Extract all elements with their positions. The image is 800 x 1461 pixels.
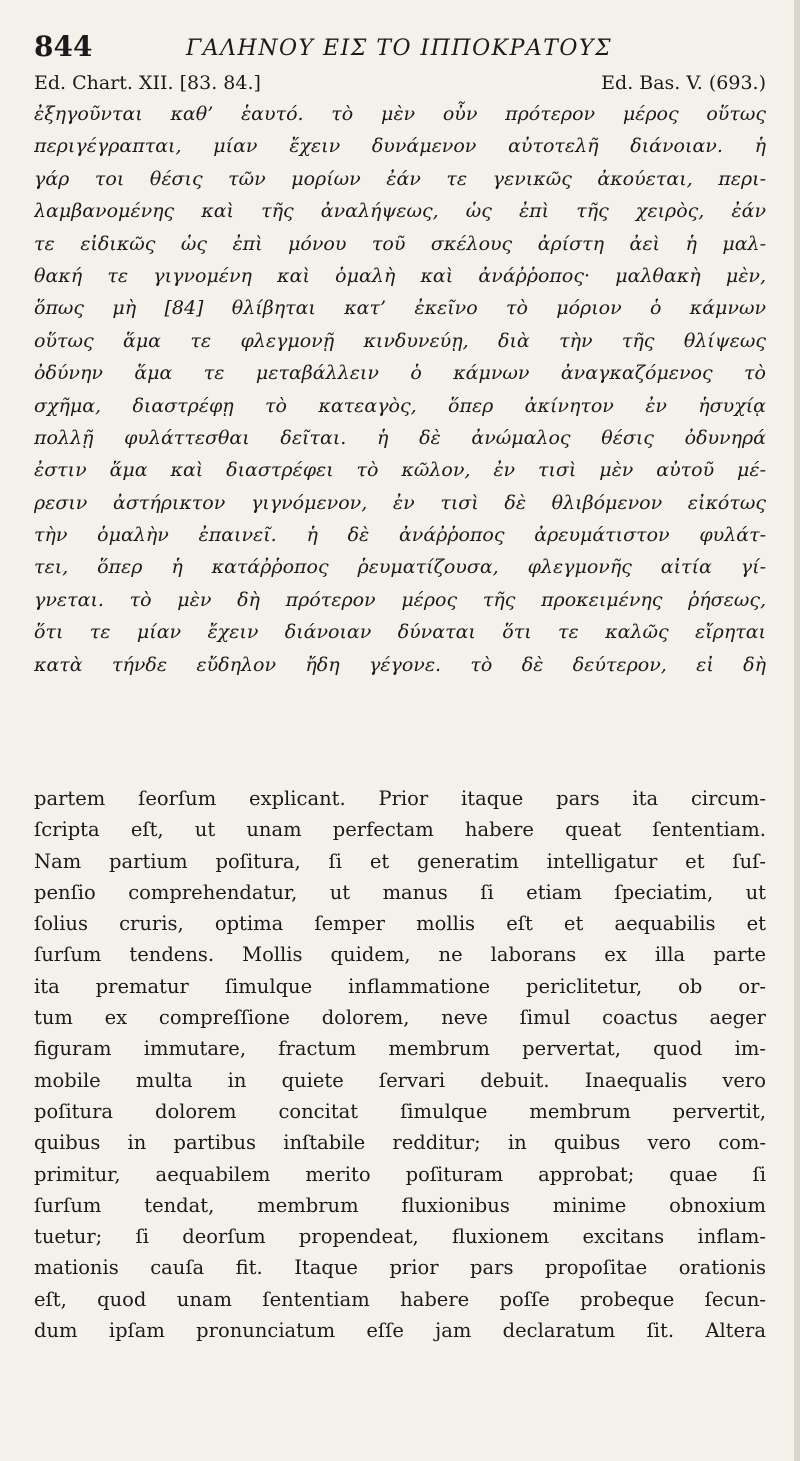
latin-text-line: partem ſeorſum explicant. Prior itaque pars ita circum- (34, 787, 766, 810)
running-head (34, 30, 766, 70)
greek-text-line: ὀδύνην ἅμα τε μεταβάλλειν ὁ κάμνων ἀναγκαζόμενος τὸ (34, 362, 766, 385)
latin-text-line: ſurſum tendat, membrum fluxionibus minime obnoxium (34, 1193, 766, 1217)
edition-reference-line (34, 72, 766, 96)
latin-text-line: quibus in partibus inſtabile redditur; in quibus vero com- (34, 1131, 766, 1155)
latin-text-line: ſurſum tendens. Mollis quidem, ne laborans ex illa parte (34, 943, 766, 967)
greek-text-line: ὅπως μὴ [84] θλίβηται κατ’ ἐκεῖνο τὸ μόριον ὁ κάμνων (34, 297, 766, 320)
running-title: ΓΑΛΗΝΟΥ ΕΙΣ ΤΟ ΙΠΠΟΚΡΑΤΟΥΣ (186, 36, 613, 61)
greek-text-line: τὴν ὁμαλὴν ἐπαινεῖ. ἡ δὲ ἀνάῤῥοπος ἀρευμάτιστον φυλάτ- (34, 524, 766, 547)
edition-reference-chartier: Ed. Chart. XII. [83. 84.] (34, 72, 261, 94)
latin-text-line: ſcripta eſt, ut unam perfectam habere queat ſententiam. (34, 818, 766, 842)
greek-text-line: ὅτι τε μίαν ἔχειν διάνοιαν δύναται ὅτι τε καλῶς εἴρηται (34, 621, 766, 644)
latin-text-line: penſio comprehendatur, ut manus ſi etiam ſpeciatim, ut (34, 880, 766, 904)
latin-text-line: tuetur; ſi deorſum propendeat, fluxionem excitans inflam- (34, 1225, 766, 1249)
page-edge (794, 0, 800, 1461)
latin-text-line: ſolius cruris, optima ſemper mollis eſt et aequabilis et (34, 912, 766, 936)
latin-text-line: ita prematur ſimulque inflammatione periclitetur, ob or- (34, 974, 766, 998)
latin-text-line: eſt, quod unam ſententiam habere poſſe probeque ſecun- (34, 1287, 766, 1311)
latin-text-line: Nam partium poſitura, ſi et generatim intelligatur et ſuſ- (34, 849, 766, 873)
greek-text-block (34, 98, 766, 681)
greek-text-line: σχῆμα, διαστρέφῃ τὸ κατεαγὸς, ὅπερ ἀκίνητον ἐν ἡσυχίᾳ (34, 394, 766, 417)
latin-text-line: dum ipſam pronunciatum eſſe jam declaratum ſit. Altera (34, 1319, 766, 1343)
latin-text-line: mationis cauſa fit. Itaque prior pars propoſitae orationis (34, 1256, 766, 1280)
latin-text-line: figuram immutare, fractum membrum pervertat, quod im- (34, 1037, 766, 1061)
greek-text-line: γάρ τοι θέσις τῶν μορίων ἐάν τε γενικῶς ἀκούεται, περι- (34, 167, 766, 190)
greek-text-line: τει, ὅπερ ἡ κατάῤῥοπος ῥευματίζουσα, φλεγμονῆς αἰτία γί- (34, 556, 766, 579)
edition-reference-basel: Ed. Bas. V. (693.) (601, 72, 766, 94)
greek-text-line: ἐστιν ἅμα καὶ διαστρέφει τὸ κῶλον, ἐν τισὶ μὲν αὐτοῦ μέ- (34, 459, 766, 482)
latin-text-line: poſitura dolorem concitat ſimulque membrum pervertit, (34, 1099, 766, 1123)
latin-text-line: mobile multa in quiete ſervari debuit. Inaequalis vero (34, 1068, 766, 1092)
greek-text-line: ρεσιν ἀστήρικτον γιγνόμενον, ἐν τισὶ δὲ θλιβόμενον εἰκότως (34, 491, 766, 514)
latin-text-line: primitur, aequabilem merito poſituram approbat; quae ſi (34, 1162, 766, 1186)
latin-text-line: tum ex compreſſione dolorem, neve ſimul coactus aeger (34, 1006, 766, 1030)
greek-text-line: θακή τε γιγνομένη καὶ ὁμαλὴ καὶ ἀνάῤῥοπος· μαλθακὴ μὲν, (34, 264, 766, 287)
latin-text-block (34, 783, 766, 1346)
greek-text-line: τε εἰδικῶς ὡς ἐπὶ μόνου τοῦ σκέλους ἀρίστη ἀεὶ ἡ μαλ- (34, 232, 766, 255)
greek-text-line: περιγέγραπται, μίαν ἔχειν δυνάμενον αὐτοτελῆ διάνοιαν. ἡ (34, 135, 766, 158)
greek-text-line: πολλῇ φυλάττεσθαι δεῖται. ἡ δὲ ἀνώμαλος θέσις ὀδυνηρά (34, 426, 766, 449)
greek-text-line: κατὰ τήνδε εὔδηλον ἤδη γέγονε. τὸ δὲ δεύτερον, εἰ δὴ (34, 653, 766, 676)
greek-text-line: λαμβανομένης καὶ τῆς ἀναλήψεως, ὡς ἐπὶ τῆς χειρὸς, ἐάν (34, 200, 766, 223)
greek-text-line: ἐξηγοῦνται καθ’ ἑαυτό. τὸ μὲν οὖν πρότερον μέρος οὕτως (34, 103, 766, 125)
greek-text-line: γνεται. τὸ μὲν δὴ πρότερον μέρος τῆς προκειμένης ῥήσεως, (34, 588, 766, 611)
greek-text-line: οὕτως ἅμα τε φλεγμονῇ κινδυνεύῃ, διὰ τὴν τῆς θλίψεως (34, 329, 766, 352)
page-number: 844 (34, 30, 93, 63)
